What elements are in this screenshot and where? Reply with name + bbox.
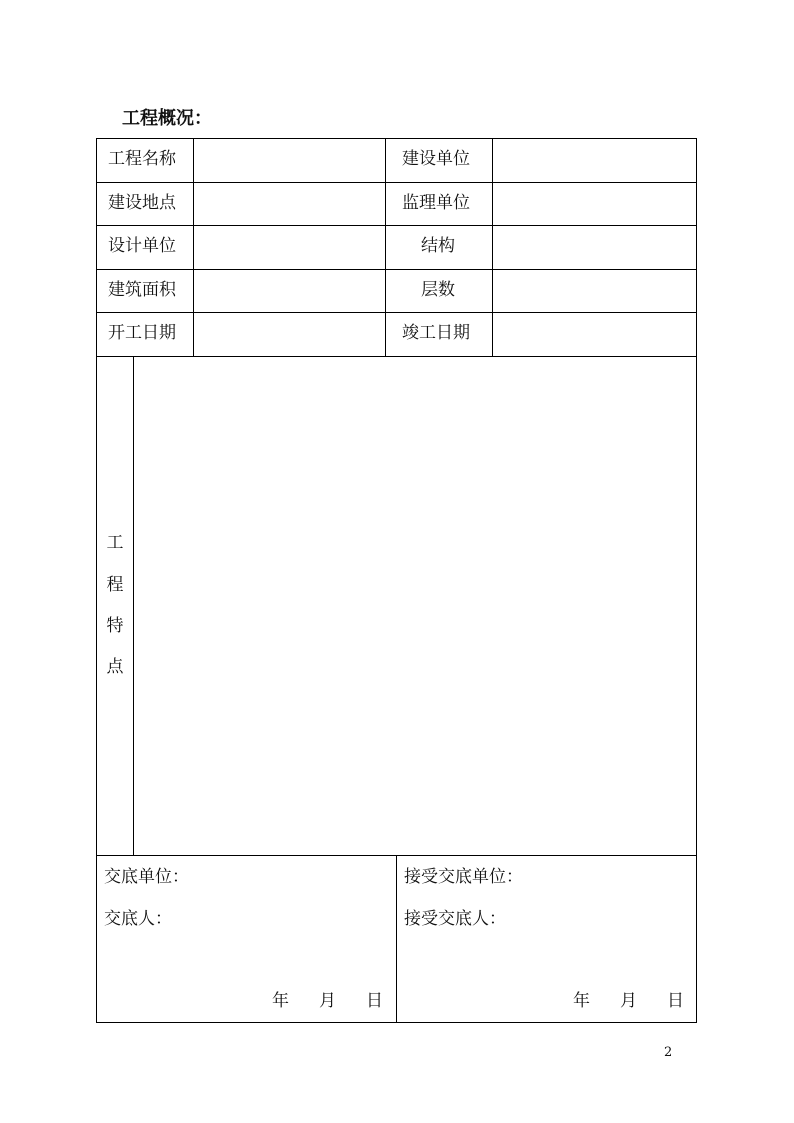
table-row-divider (96, 182, 697, 183)
row-label-construction-unit: 建设单位 (402, 149, 470, 169)
row-label-project-name: 工程名称 (108, 149, 176, 169)
table-row-divider (96, 312, 697, 313)
table-row-divider (96, 356, 697, 357)
features-label-char: 特 (106, 616, 124, 636)
handover-month-label: 月 (319, 991, 336, 1011)
row-label-start-date: 开工日期 (108, 323, 176, 343)
handover-unit-label: 交底单位： (104, 867, 189, 887)
table-row-divider (96, 269, 697, 270)
receiving-month-label: 月 (620, 991, 637, 1011)
table-col-divider (193, 138, 194, 356)
table-row-divider (96, 225, 697, 226)
row-label-construction-site: 建设地点 (108, 193, 176, 213)
handover-person-label: 交底人： (104, 909, 172, 929)
row-label-building-area: 建筑面积 (108, 280, 176, 300)
features-label-char: 点 (106, 657, 124, 677)
row-label-design-unit: 设计单位 (108, 236, 176, 256)
features-label-char: 工 (106, 533, 124, 553)
section-title: 工程概况： (122, 108, 212, 129)
table-col-divider (396, 855, 397, 1023)
page-number: 2 (664, 1045, 673, 1060)
table-col-divider (133, 356, 134, 855)
handover-year-label: 年 (272, 991, 289, 1011)
row-label-supervision-unit: 监理单位 (402, 193, 470, 213)
row-label-floors: 层数 (421, 280, 455, 300)
receiving-year-label: 年 (573, 991, 590, 1011)
receiving-day-label: 日 (667, 991, 684, 1011)
features-label-char: 程 (106, 575, 124, 595)
table-col-divider (385, 138, 386, 356)
handover-day-label: 日 (366, 991, 383, 1011)
table-col-divider (492, 138, 493, 356)
receiving-person-label: 接受交底人： (404, 909, 506, 929)
receiving-unit-label: 接受交底单位： (404, 867, 523, 887)
row-label-completion-date: 竣工日期 (402, 323, 470, 343)
row-label-structure: 结构 (421, 236, 455, 256)
